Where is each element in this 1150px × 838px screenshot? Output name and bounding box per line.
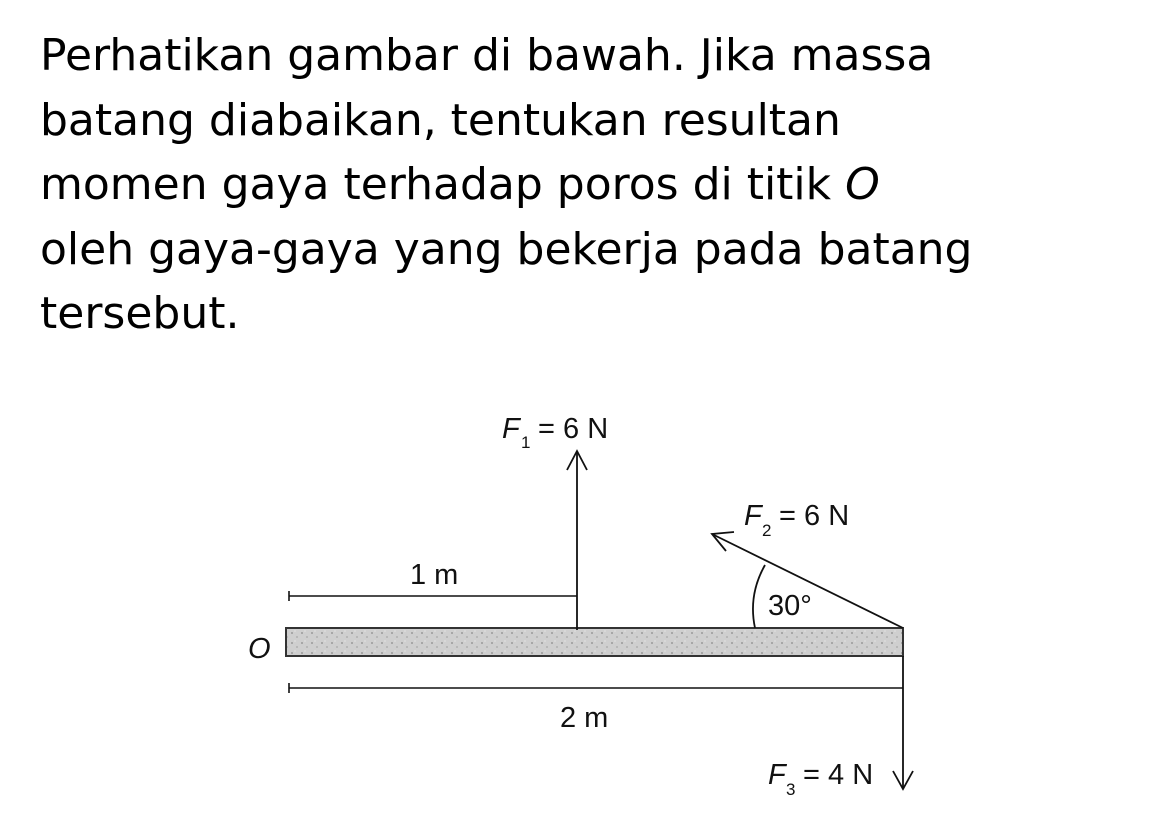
question-line-2: batang diabaikan, tentukan resultan <box>40 94 841 146</box>
question-line-4: oleh gaya-gaya yang bekerja pada batang <box>40 223 973 275</box>
angle-label: 30° <box>768 590 812 622</box>
f2-subscript: 2 <box>762 521 772 540</box>
f3-symbol: F <box>768 759 786 791</box>
question-line-1: Perhatikan gambar di bawah. Jika massa <box>40 30 934 81</box>
rod <box>286 628 903 656</box>
distance-2m-label: 2 m <box>560 702 609 734</box>
force-f2-label <box>744 500 849 540</box>
force-f3-arrow <box>893 656 913 789</box>
f3-subscript: 3 <box>786 780 796 799</box>
f1-symbol: F <box>502 413 520 445</box>
pivot-label: O <box>248 633 271 665</box>
question-line-3-text: momen gaya terhadap poros di titik <box>40 159 846 210</box>
f3-value: = 4 N <box>795 759 874 791</box>
f1-value: = 6 N <box>530 413 609 445</box>
pivot-reference: O <box>845 159 880 210</box>
f2-value: = 6 N <box>771 500 850 532</box>
question-line-5: tersebut. <box>40 288 240 339</box>
distance-1m-marker <box>289 591 577 601</box>
f2-symbol: F <box>744 500 762 532</box>
force-f1-arrow <box>567 451 587 630</box>
f1-subscript: 1 <box>521 433 531 452</box>
distance-1m-label: 1 m <box>410 559 459 591</box>
force-f1-label <box>502 413 608 452</box>
force-f3-label <box>768 759 873 799</box>
angle-arc <box>753 565 765 628</box>
distance-2m-marker <box>289 683 903 693</box>
